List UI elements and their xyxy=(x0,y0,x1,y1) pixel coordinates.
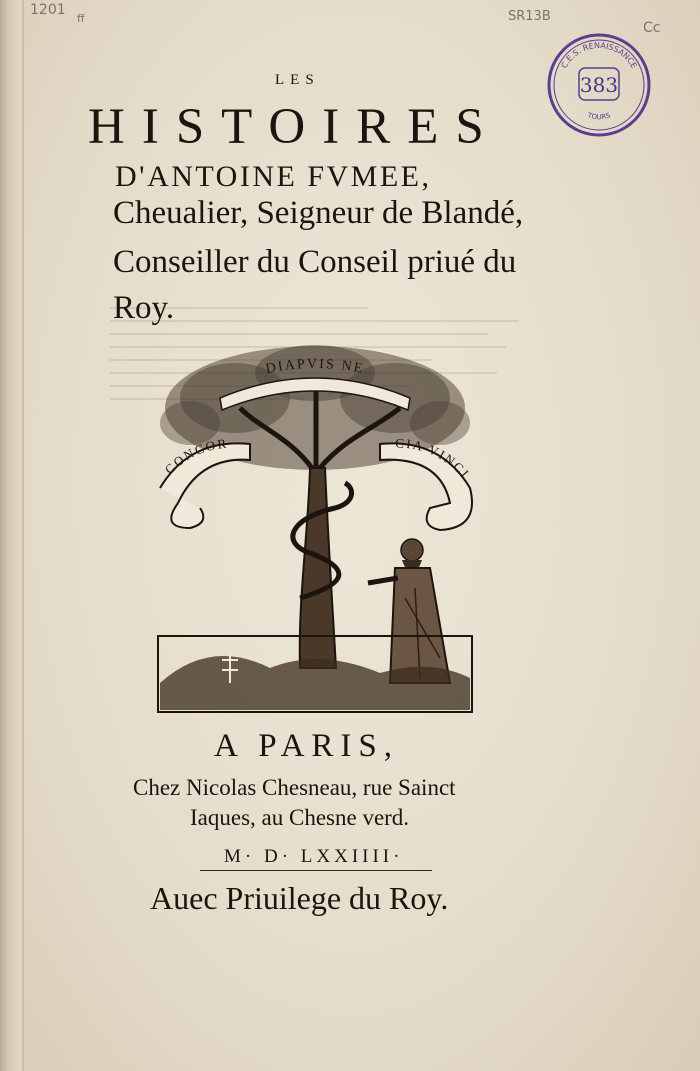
author-title-line-3: Roy. xyxy=(113,290,175,326)
author-title-line-2: Conseiller du Conseil priué du xyxy=(113,244,517,280)
old-man-figure xyxy=(368,539,450,683)
title-les: LES xyxy=(275,72,320,88)
imprint-printer-line-1: Chez Nicolas Chesneau, rue Sainct xyxy=(133,775,456,800)
pencil-mark: ff xyxy=(77,12,85,25)
pencil-shelfmark: SR13B xyxy=(508,9,551,24)
stamp-arc-top: C.E.S. RENAISSANCE xyxy=(559,40,639,70)
imprint-date: M· D· LXXIIII· xyxy=(224,846,404,867)
pencil-note-top-right: Cc xyxy=(643,20,661,36)
spine-edge xyxy=(22,0,24,1071)
banner-top-text: DIAPVIS NE xyxy=(264,356,366,378)
binding-spine xyxy=(0,0,23,1071)
author-name: D'ANTOINE FVMEE, xyxy=(115,160,432,193)
imprint-city: A PARIS, xyxy=(214,728,400,764)
imprint-printer-line-2: Iaques, au Chesne verd. xyxy=(190,805,410,830)
library-stamp xyxy=(546,32,652,138)
stamp-number: 383 xyxy=(579,73,619,97)
date-rule xyxy=(200,870,432,871)
title-histoires: HISTOIRES xyxy=(88,99,501,155)
printers-device-woodcut xyxy=(150,338,480,718)
stamp-arc-bottom: TOURS xyxy=(586,111,612,122)
banner-left-text: CONCOR xyxy=(161,435,229,478)
banner-right-text: CIA VINCI xyxy=(395,435,474,482)
banner-right-scroll xyxy=(380,443,472,530)
pencil-note-top-left: 1201 xyxy=(30,2,66,18)
tree-trunk xyxy=(300,468,336,668)
royal-privilege: Auec Priuilege du Roy. xyxy=(150,880,449,916)
author-title-line-1: Cheualier, Seigneur de Blandé, xyxy=(113,195,524,231)
